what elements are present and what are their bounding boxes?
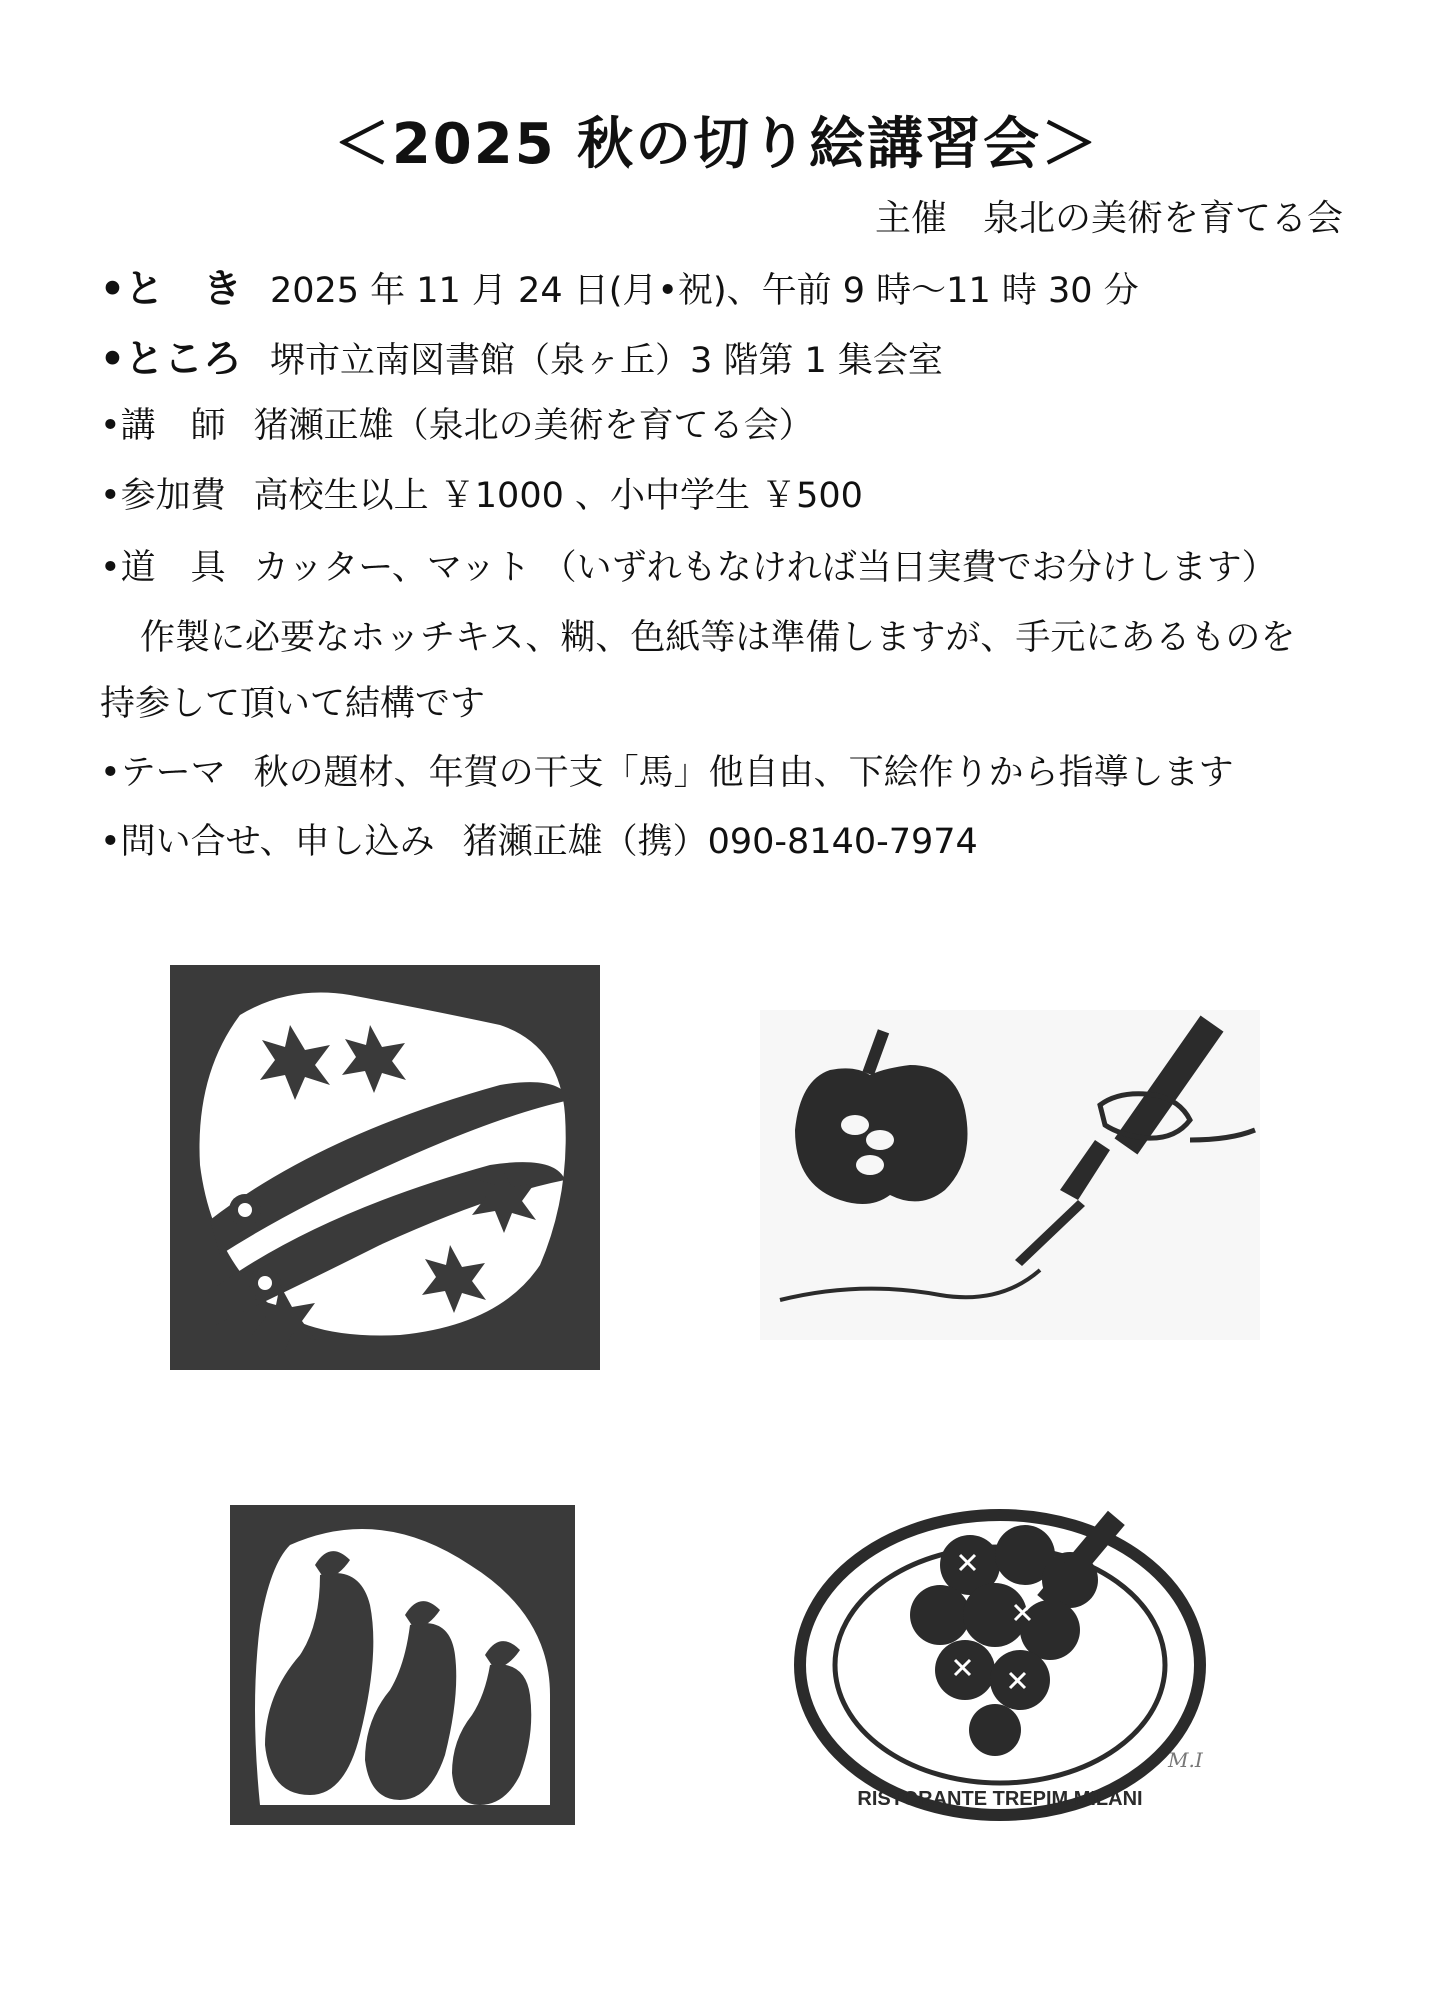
detail-value: 高校生以上 ￥1000 、小中学生 ￥500 [253, 476, 863, 516]
note-line-2: 持参して頂いて結構です [100, 684, 486, 724]
detail-label: •道 具 [100, 548, 226, 588]
detail-tools [100, 540, 1277, 590]
page-title: ＜2025 秋の切り絵講習会＞ [333, 112, 1100, 177]
detail-label: •参加費 [100, 476, 226, 516]
plate-text: RISTORANTE TREPIM MILANI [857, 1788, 1143, 1810]
detail-label: •問い合せ、申し込み [100, 822, 435, 862]
detail-label: •講 師 [100, 406, 226, 446]
detail-value: 堺市立南図書館（泉ヶ丘）3 階第 1 集会室 [269, 341, 943, 381]
detail-fee [100, 468, 863, 518]
detail-value: 秋の題材、年賀の干支「馬」他自由、下絵作りから指導します [253, 753, 1234, 793]
detail-theme [100, 745, 1234, 795]
detail-label: •ところ [100, 337, 242, 382]
grapes-plate-papercut-icon [790, 1455, 1210, 1850]
detail-contact [100, 814, 978, 864]
autumn-fish-papercut-icon [170, 965, 600, 1370]
organizer: 主催 泉北の美術を育てる会 [874, 198, 1343, 239]
artist-signature: M.I [1168, 1748, 1203, 1772]
detail-value: 2025 年 11 月 24 日(月•祝)、午前 9 時～11 時 30 分 [269, 271, 1139, 311]
detail-label: •テーマ [100, 753, 226, 793]
detail-instructor [100, 398, 814, 448]
apple-and-cutter-papercut-icon [760, 1010, 1260, 1340]
eggplant-papercut-icon [230, 1505, 575, 1825]
detail-value: カッター、マット （いずれもなければ当日実費でお分けします） [253, 548, 1277, 588]
detail-date [100, 258, 1139, 314]
detail-value: 猪瀬正雄（携）090-8140-7974 [462, 822, 978, 862]
detail-value: 猪瀬正雄（泉北の美術を育てる会） [253, 406, 814, 446]
detail-place [100, 328, 943, 384]
detail-label: •と き [100, 267, 242, 312]
note-line-1: 作製に必要なホッチキス、糊、色紙等は準備しますが、手元にあるものを [140, 618, 1296, 658]
